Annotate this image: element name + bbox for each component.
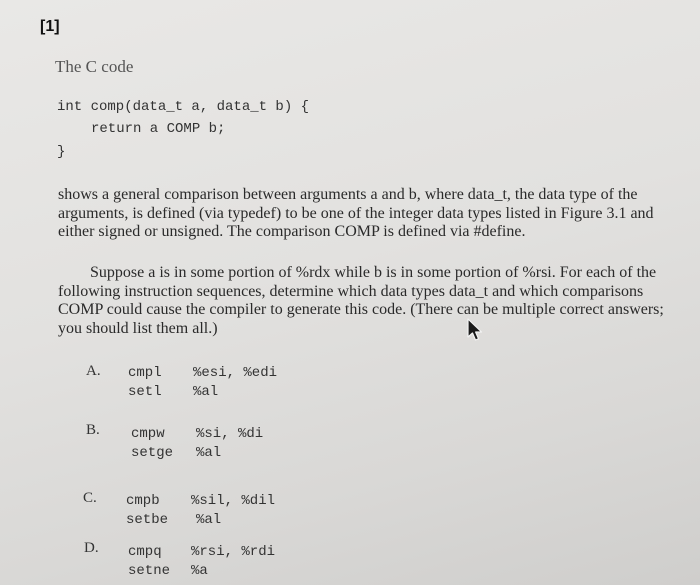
option-b-args1: %si, %di xyxy=(196,426,264,442)
option-d-letter: D. xyxy=(84,540,99,556)
problem-number: [1] xyxy=(40,18,60,35)
option-b-letter: B. xyxy=(86,422,100,438)
option-a-op2: setl xyxy=(128,384,162,400)
option-c-args2: %al xyxy=(196,512,222,528)
mouse-pointer-icon xyxy=(466,318,486,342)
option-d-args2: %a xyxy=(191,563,208,579)
option-c-letter: C. xyxy=(83,490,97,506)
paragraph-intro: shows a general comparison between arguments a and b, where data_t, the data type of the arguments, is defined (via typedef) to be one of the integer data types listed in Figure 3.1 and either signed or unsigned. The comparison COMP is defined via #define. xyxy=(58,186,654,240)
option-c-op2: setbe xyxy=(126,512,169,528)
option-b-op1: cmpw xyxy=(131,426,165,442)
code-line-3: } xyxy=(57,144,66,160)
paragraph-question: Suppose a is in some portion of %rdx while b is in some portion of %rsi. For each of the following instruction sequences, determine which data types data_t and which comparisons COMP could cause the compiler to generate this code. (There can be multiple correct answers; you should list them all.) xyxy=(58,264,664,337)
option-a-args2: %al xyxy=(193,384,219,400)
code-line-1: int comp(data_t a, data_t b) { xyxy=(57,99,310,115)
option-d-op2: setne xyxy=(128,563,171,579)
option-c-args1: %sil, %dil xyxy=(191,493,276,509)
option-d-args1: %rsi, %rdi xyxy=(191,544,276,560)
section-subtitle: The C code xyxy=(55,57,134,76)
option-b-op2: setge xyxy=(131,445,174,461)
option-d-op1: cmpq xyxy=(128,544,162,560)
option-c-op1: cmpb xyxy=(126,493,160,509)
option-a-op1: cmpl xyxy=(128,365,162,381)
option-a-args1: %esi, %edi xyxy=(193,365,278,381)
code-line-2: return a COMP b; xyxy=(91,121,226,137)
option-b-args2: %al xyxy=(196,445,222,461)
option-a-letter: A. xyxy=(86,363,101,379)
